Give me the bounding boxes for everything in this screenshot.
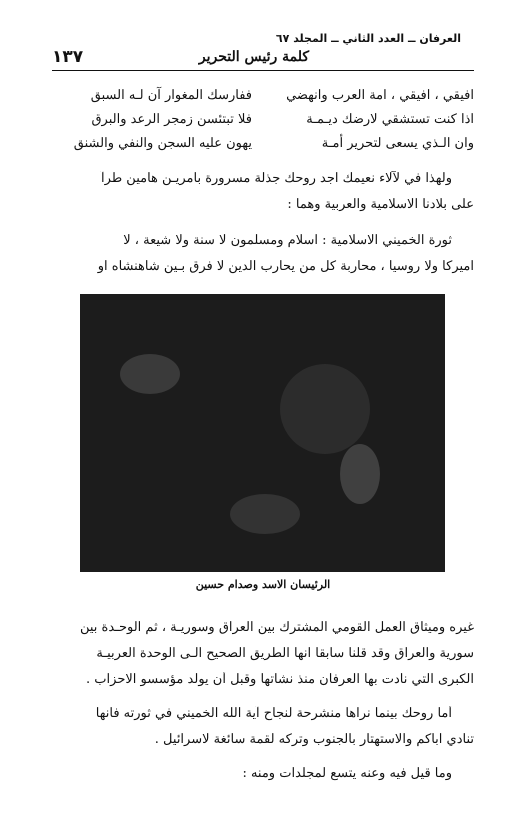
- photo-highlight: [120, 354, 180, 394]
- photograph: [80, 294, 445, 572]
- paragraph-4-line-2: تنادي اباكم والاستهتار بالجنوب وتركه لقمة سائغة لاسرائيل .: [154, 732, 474, 747]
- photo-caption: الرئيسان الاسد وصدام حسين: [195, 578, 331, 591]
- verse-1-second-hemistich: ففارسك المغوار آن لـه السبق: [90, 88, 252, 103]
- photo-highlight: [340, 444, 380, 504]
- verse-3-first-hemistich: وان الـذي يسعى لتحرير أمـة: [321, 136, 474, 151]
- paragraph-4-line-1: أما روحك بينما نراها منشرحة لنجاح آية الله الخميني في ثورته فانها: [95, 706, 452, 721]
- paragraph-3-line-3: الكبرى التي نادت بها العرفان منذ نشأتها وقبل أن يولد مؤسسو الاحزاب .: [86, 672, 474, 687]
- header-rule: [52, 70, 474, 71]
- photo-highlight: [230, 494, 300, 534]
- paragraph-2-line-1: ثورة الخميني الاسلامية : اسلام ومسلمون لا سنة ولا شيعة ، لا: [123, 233, 452, 248]
- paragraph-5-line-1: وما قيل فيه وعنه يتسع لمجلدات ومنه :: [242, 766, 452, 781]
- paragraph-3-line-2: سورية والعراق وقد قلنا سابقا انها الطريق الصحيح الـى الوحدة العربيـة: [96, 646, 474, 661]
- paragraph-1-line-2: على بلادنا الاسلامية والعربية وهما :: [287, 197, 474, 212]
- verse-1-first-hemistich: افيقي ، افيقي ، امة العرب وانهضي: [286, 88, 474, 103]
- paragraph-1-line-1: ولهذا في لآلاء نعيمك اجد روحك جذلة مسرورة بأمريـن هامين طرآ: [101, 171, 452, 186]
- section-title: كلمة رئيس التحرير: [198, 49, 309, 65]
- verse-2-second-hemistich: فلا تبتئسن زمجر الرعد والبرق: [91, 112, 252, 127]
- poem-verse-1: [52, 88, 474, 110]
- poem-verse-2: [52, 112, 474, 134]
- paragraph-2-line-2: اميركا ولا روسيا ، محاربة كل من يحارب الدين لا فرق بـين شاهنشاه او: [97, 259, 474, 274]
- page-number: ١٣٧: [52, 47, 84, 67]
- poem-verse-3: [52, 136, 474, 158]
- photo-highlight: [280, 364, 370, 454]
- paragraph-3-line-1: غيره وميثاق العمل القومي المشترك بين العراق وسوريـة ، ثم الوحـدة بين: [79, 620, 474, 635]
- verse-2-first-hemistich: اذا كنت تستشقي لارضك ديـمـة: [306, 112, 474, 127]
- journal-issue-line: العرفان ــ العدد الثاني ــ المجلد ٦٧: [275, 32, 461, 45]
- verse-3-second-hemistich: يهون عليه السجن والنفي والشنق: [73, 136, 252, 151]
